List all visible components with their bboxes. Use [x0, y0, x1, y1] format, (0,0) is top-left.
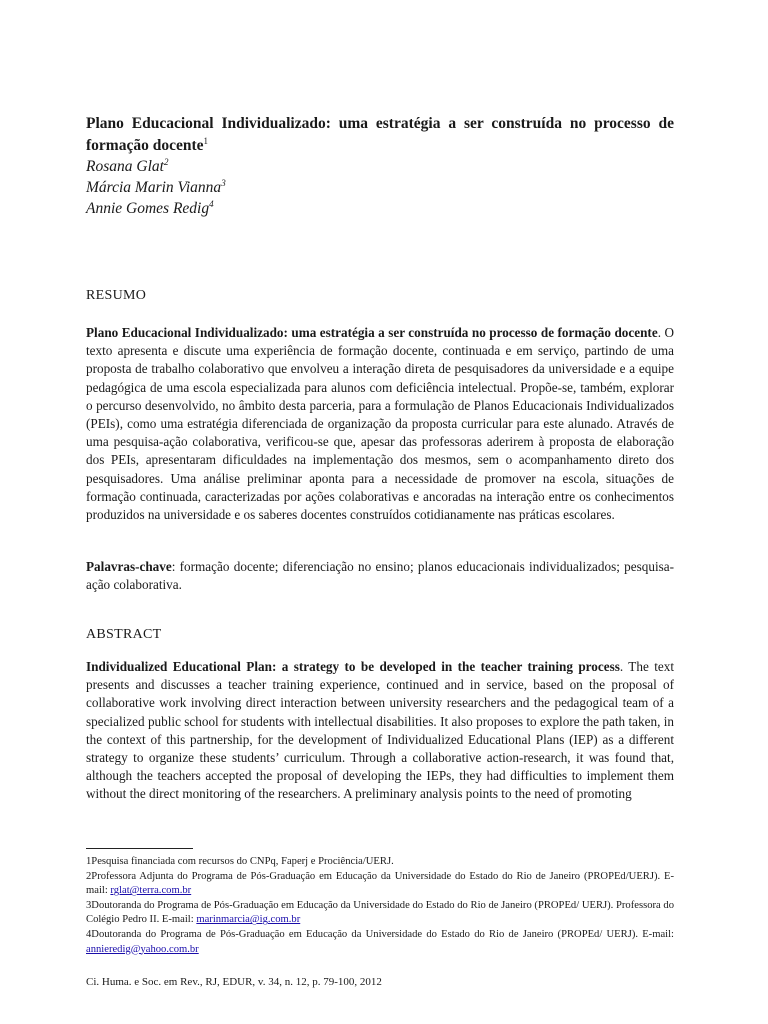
title-footnote-ref: 1: [203, 136, 208, 146]
author-footnote-ref: 4: [209, 199, 214, 209]
footnote-divider: [86, 848, 193, 849]
footnote-text: 1Pesquisa financiada com recursos do CNPq, Faperj e Prociência/UERJ.: [86, 856, 394, 867]
title-text: Plano Educacional Individualizado: uma estratégia a ser construída no processo de formação docente: [86, 115, 674, 154]
email-link[interactable]: marinmarcia@ig.com.br: [196, 914, 301, 926]
footnote-text: 2Professora Adjunta do Programa de Pós-Graduação em Educação da Universidade do Estado do Rio de Janeiro (PROPEd/UERJ). E-mail:: [86, 870, 674, 897]
journal-citation-footer: Ci. Huma. e Soc. em Rev., RJ, EDUR, v. 34, n. 12, p. 79-100, 2012: [86, 976, 382, 988]
keywords-text: : formação docente; diferenciação no ensino; planos educacionais individualizados; pesquisa-ação colaborativa.: [86, 559, 674, 593]
keywords-label: Palavras-chave: [86, 559, 172, 574]
email-link[interactable]: annieredig@yahoo.com.br: [86, 943, 199, 955]
abstract-paragraph: [86, 658, 674, 804]
footnote-1: [86, 855, 674, 870]
keywords-paragraph: [86, 558, 674, 594]
author-name: Márcia Marin Vianna: [86, 179, 222, 196]
author-2: [86, 177, 674, 198]
paper-title: [86, 113, 674, 157]
author-name: Rosana Glat: [86, 158, 164, 175]
footnote-2: [86, 870, 674, 899]
author-name: Annie Gomes Redig: [86, 200, 210, 217]
abstract-lead: Individualized Educational Plan: a strategy to be developed in the teacher training process: [86, 659, 620, 674]
author-1: [86, 156, 674, 177]
footnote-4: [86, 928, 674, 957]
footnote-text: 4Doutoranda do Programa de Pós-Graduação em Educação da Universidade do Estado do Rio de Janeiro (PROPEd/ UERJ). E-mail:: [86, 928, 674, 940]
footnote-text: 3Doutoranda do Programa de Pós-Graduação em Educação da Universidade do Estado do Rio de Janeiro (PROPEd/ UERJ). Professora do Colégio Pedro II. E-mail:: [86, 899, 674, 926]
author-footnote-ref: 3: [221, 178, 226, 188]
abstract-body: . The text presents and discusses a teacher training experience, continued and in service, based on the proposal of collaborative work involving direct interaction between university researchers and the pedagogical team of a specialized public school for students with intellectual disabilities. It also proposes to explore the path taken, in the context of this partnership, for the development of Individualized Educational Plans (IEP) as a different strategy to organize these students’ curriculum. Through a collaborative action-research, it was found that, although the teachers accepted the proposal of developing the IEPs, they had difficulties to implement them without the direct monitoring of the researchers. A preliminary analysis points to the need of promoting: [86, 659, 674, 802]
resumo-heading: RESUMO: [86, 288, 147, 303]
resumo-paragraph: [86, 324, 674, 524]
email-link[interactable]: rglat@terra.com.br: [110, 885, 192, 897]
footnote-3: [86, 899, 674, 928]
footnotes: [86, 855, 674, 957]
author-list: [86, 156, 674, 219]
author-footnote-ref: 2: [163, 157, 169, 167]
resumo-lead: Plano Educacional Individualizado: uma estratégia a ser construída no processo de formação docente: [86, 325, 658, 340]
abstract-heading: ABSTRACT: [86, 627, 162, 642]
author-3: [86, 198, 674, 219]
resumo-body: . O texto apresenta e discute uma experiência de formação docente, continuada e em serviço, partindo de uma proposta de trabalho colaborativo que envolveu a interação direta de pesquisadores da universidade e a equipe pedagógica de uma escola especializada para alunos com deficiência intelectual. Propõe-se, também, explorar o percurso desenvolvido, no âmbito desta parceria, para a formulação de Planos Educacionais Individualizados (PEIs), como uma estratégia diferenciada de organização da proposta curricular para este alunado. Através de uma pesquisa-ação colaborativa, verificou-se que, apesar das professoras aderirem à proposta de elaboração dos PEIs, apresentaram dificuldades na implementação dos mesmos, sem o acompanhamento direto dos pesquisadores. Uma análise preliminar aponta para a necessidade de promover na escola, situações de formação continuada, caracterizadas por ações colaborativas e ancoradas na interação entre os conhecimentos produzidos na universidade e os saberes docentes construídos cotidianamente nas práticas escolares.: [86, 325, 674, 523]
